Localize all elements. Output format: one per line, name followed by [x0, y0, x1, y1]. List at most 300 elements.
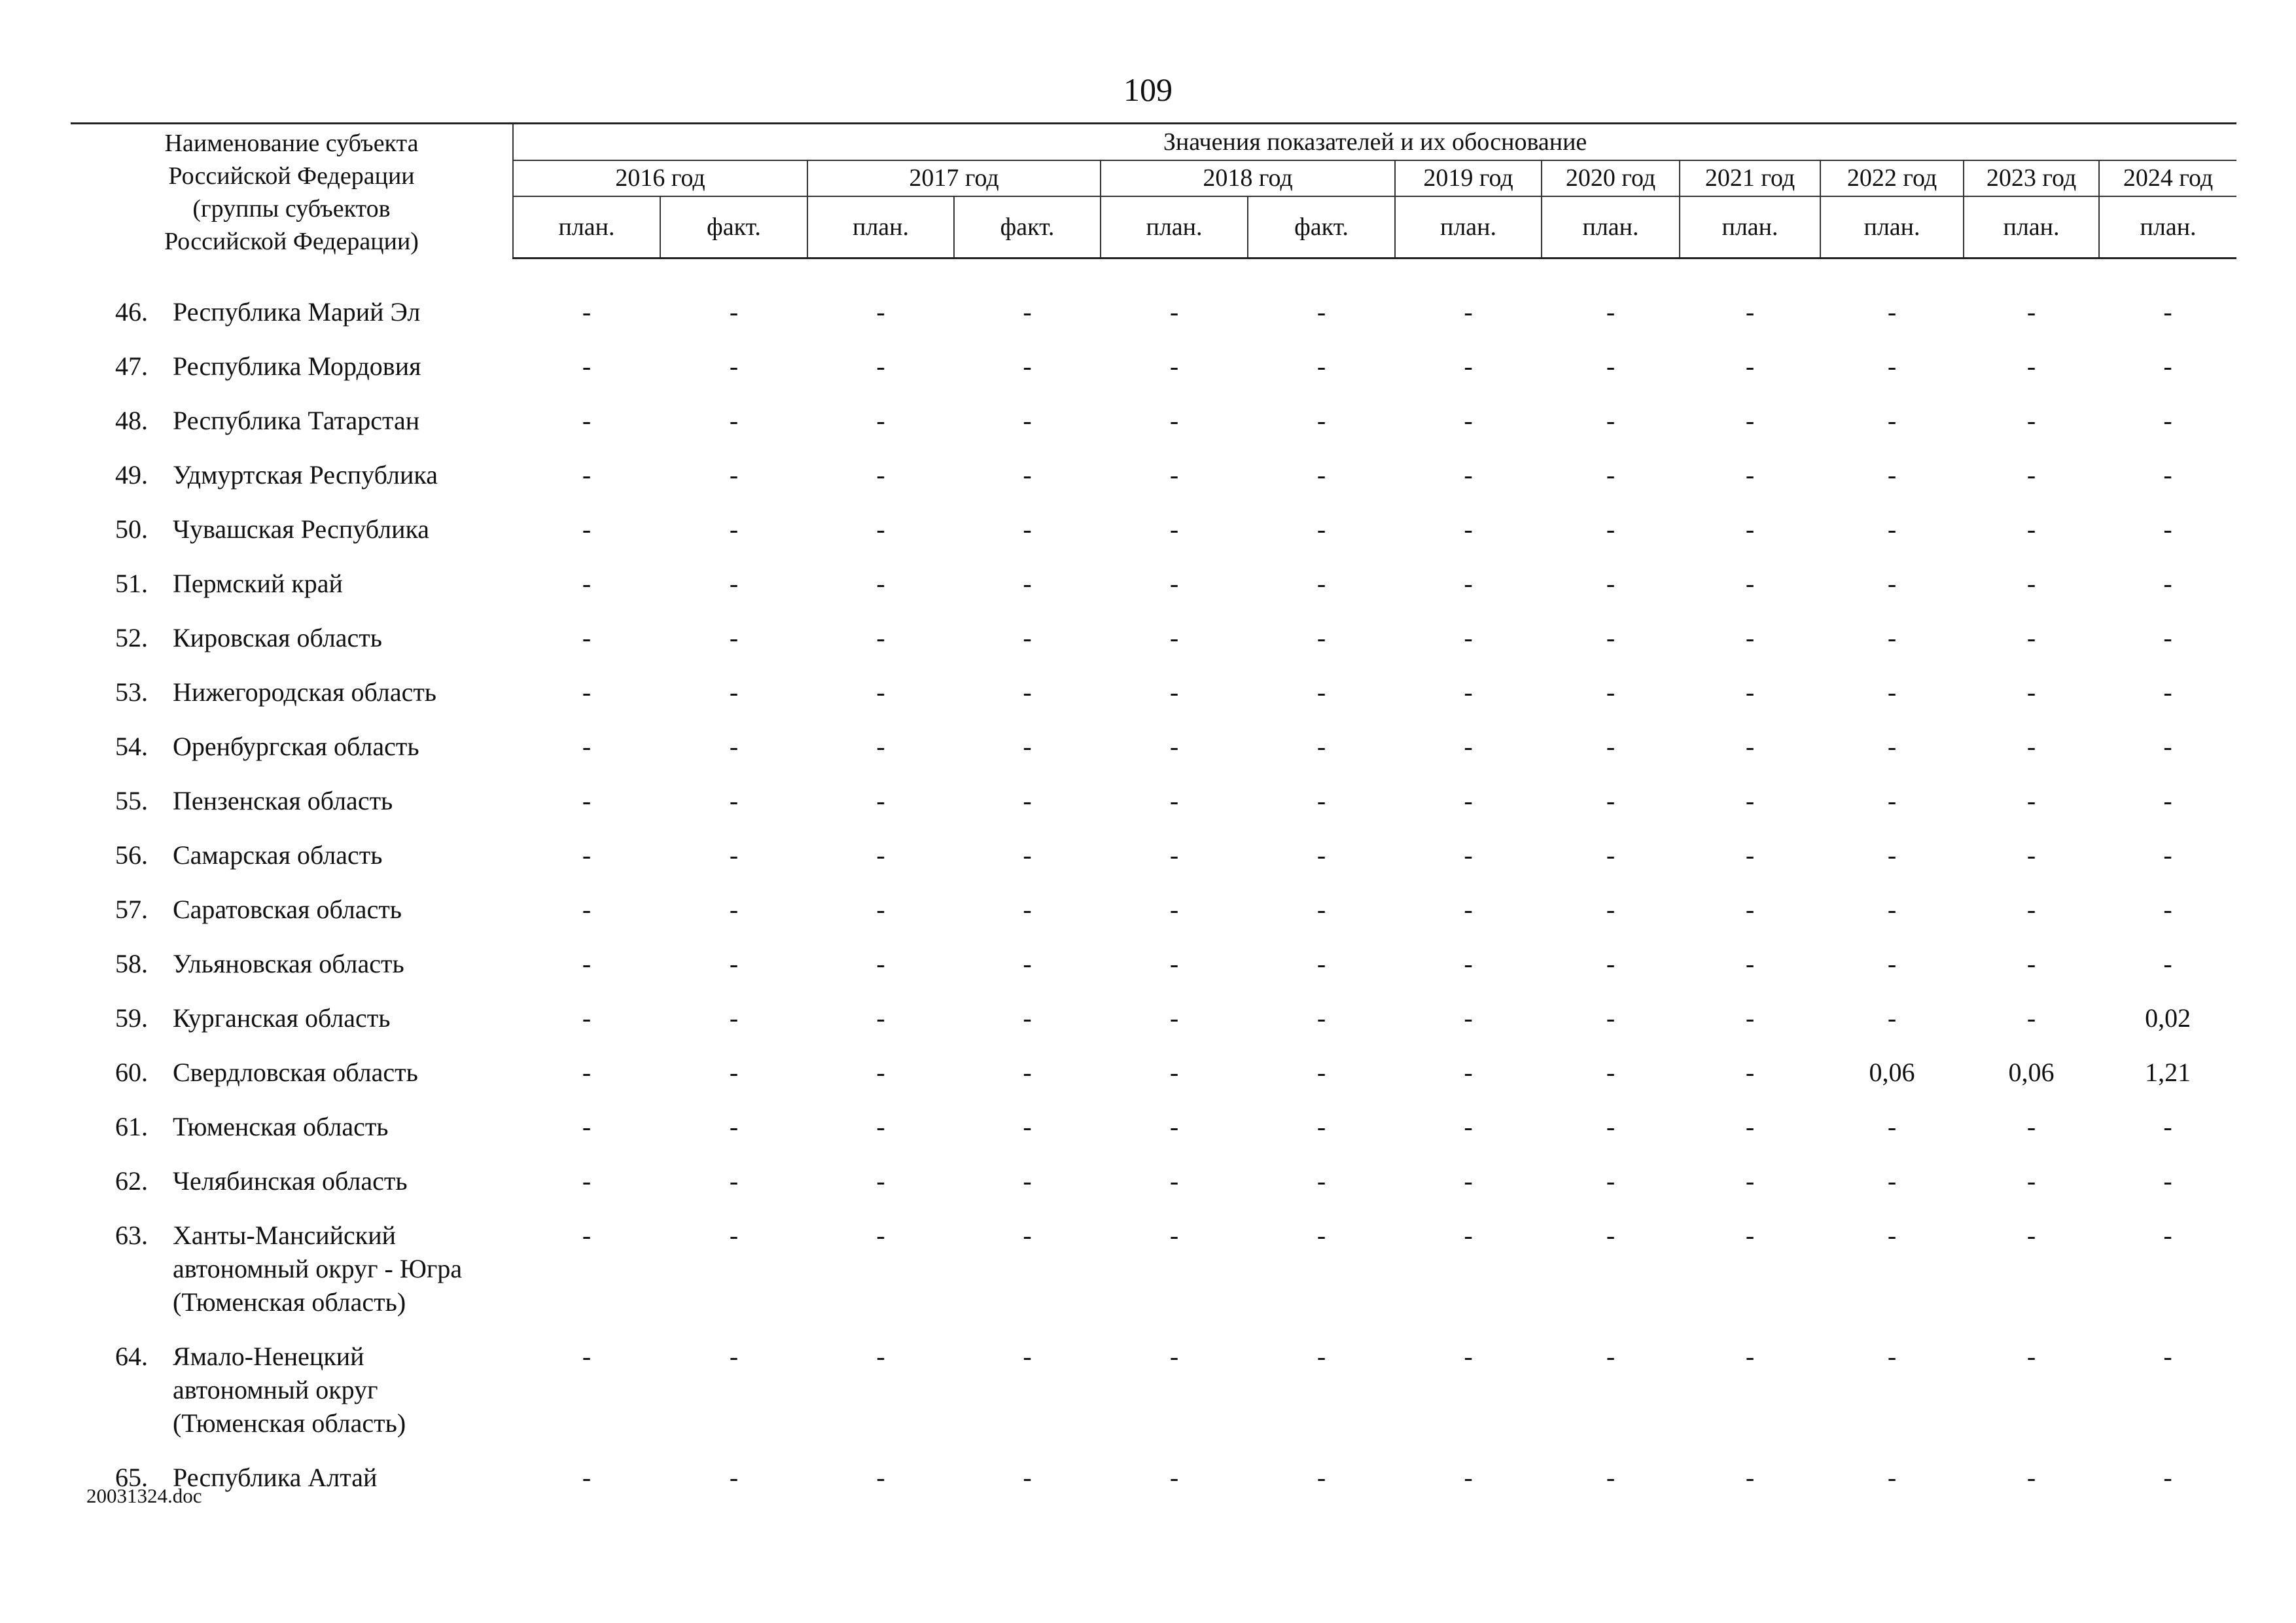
row-number: 56. [115, 840, 148, 870]
row-number: 47. [115, 351, 148, 381]
year-header: 2021 год [1680, 160, 1820, 196]
region-name: Пензенская область [173, 785, 393, 815]
plan-subheader: план. [2099, 196, 2236, 258]
value-cell: - [1745, 894, 1755, 924]
value-cell: - [1887, 894, 1897, 924]
value-cell: - [1887, 1462, 1897, 1492]
value-cell: - [1464, 948, 1473, 978]
value-cell: - [582, 296, 592, 327]
value-cell: - [2163, 677, 2172, 707]
value-cell: - [1316, 351, 1326, 381]
value-cell: - [582, 622, 592, 652]
year-header: 2023 год [1964, 160, 2099, 196]
table-row [71, 1326, 2236, 1447]
value-cell: - [1023, 351, 1032, 381]
row-number: 62. [115, 1166, 148, 1196]
value-cell: - [1169, 948, 1179, 978]
value-cell: - [729, 677, 739, 707]
value-cell: - [1464, 1003, 1473, 1033]
value-cell: - [1316, 1003, 1326, 1033]
value-cell: - [876, 351, 885, 381]
value-cell: - [582, 1341, 592, 1371]
value-cell: - [1169, 351, 1179, 381]
value-cell: - [1606, 514, 1616, 544]
value-cell: - [876, 1003, 885, 1033]
value-cell: - [1464, 1057, 1473, 1087]
value-cell: - [1023, 296, 1032, 327]
value-cell: 0,02 [2145, 1003, 2191, 1033]
row-number: 57. [115, 894, 148, 924]
value-cell: - [876, 785, 885, 815]
value-cell: - [1887, 948, 1897, 978]
value-cell: - [2026, 568, 2036, 598]
region-name: Ямало-Ненецкий автономный округ (Тюменская область) [173, 1341, 406, 1438]
value-cell: 0,06 [1869, 1057, 1915, 1087]
year-header: 2017 год [807, 160, 1101, 196]
value-cell: - [582, 894, 592, 924]
table-row [71, 1447, 2236, 1501]
value-cell: - [1169, 296, 1179, 327]
value-cell: - [1169, 1220, 1179, 1250]
row-number: 65. [115, 1462, 148, 1492]
value-cell: - [582, 1220, 592, 1250]
plan-subheader: план. [1964, 196, 2099, 258]
value-cell: - [1464, 405, 1473, 435]
table-row [71, 390, 2236, 444]
region-name: Пермский край [173, 568, 343, 598]
table-row [71, 770, 2236, 825]
row-number: 54. [115, 731, 148, 761]
value-cell: - [876, 1341, 885, 1371]
value-cell: - [2026, 840, 2036, 870]
value-cell: 1,21 [2145, 1057, 2191, 1087]
value-cell: - [729, 731, 739, 761]
value-cell: - [2163, 459, 2172, 490]
value-cell: - [1745, 677, 1755, 707]
table-row [71, 1205, 2236, 1326]
value-cell: - [1464, 1111, 1473, 1141]
region-name: Нижегородская область [173, 677, 437, 707]
value-cell: - [1606, 1057, 1616, 1087]
table-row [71, 444, 2236, 499]
plan-subheader: план. [1395, 196, 1542, 258]
value-cell: - [2163, 1341, 2172, 1371]
table-row [71, 1096, 2236, 1150]
value-cell: - [1464, 894, 1473, 924]
value-cell: - [876, 296, 885, 327]
value-cell: - [1606, 459, 1616, 490]
value-cell: - [729, 894, 739, 924]
table-row [71, 662, 2236, 716]
value-cell: - [2026, 1462, 2036, 1492]
value-cell: - [876, 1220, 885, 1250]
value-cell: - [1887, 1341, 1897, 1371]
value-cell: - [1887, 1003, 1897, 1033]
value-cell: - [1464, 1166, 1473, 1196]
value-cell: - [1023, 731, 1032, 761]
value-cell: - [1606, 1111, 1616, 1141]
value-cell: - [1316, 1462, 1326, 1492]
value-cell: - [1169, 894, 1179, 924]
year-header: 2019 год [1395, 160, 1542, 196]
table-row [71, 988, 2236, 1042]
table-row [71, 553, 2236, 607]
value-cell: - [1887, 785, 1897, 815]
region-name: Челябинская область [173, 1166, 408, 1196]
table-row [71, 1150, 2236, 1205]
value-cell: - [2163, 514, 2172, 544]
plan-subheader: план. [1820, 196, 1964, 258]
fact-subheader: факт. [660, 196, 807, 258]
value-cell: - [1169, 622, 1179, 652]
value-cell: - [1464, 840, 1473, 870]
fact-subheader: факт. [954, 196, 1101, 258]
value-cell: - [1464, 514, 1473, 544]
value-cell: - [1745, 459, 1755, 490]
value-cell: - [2026, 405, 2036, 435]
value-cell: - [1464, 622, 1473, 652]
row-number: 53. [115, 677, 148, 707]
value-cell: - [1023, 405, 1032, 435]
value-cell: - [582, 1111, 592, 1141]
value-cell: - [1169, 731, 1179, 761]
values-header: Значения показателей и их обоснование [513, 124, 2236, 160]
value-cell: - [729, 785, 739, 815]
value-cell: - [2026, 1003, 2036, 1033]
value-cell: - [582, 1003, 592, 1033]
value-cell: - [729, 296, 739, 327]
value-cell: - [876, 677, 885, 707]
value-cell: - [1887, 514, 1897, 544]
value-cell: - [1169, 1341, 1179, 1371]
value-cell: - [2163, 894, 2172, 924]
value-cell: - [582, 731, 592, 761]
table-body [71, 258, 2236, 1501]
region-name: Тюменская область [173, 1111, 389, 1141]
value-cell: - [1023, 1220, 1032, 1250]
value-cell: - [1023, 1111, 1032, 1141]
table-row [71, 607, 2236, 662]
value-cell: - [876, 840, 885, 870]
value-cell: - [2163, 1220, 2172, 1250]
value-cell: - [2163, 351, 2172, 381]
table-row [71, 716, 2236, 770]
value-cell: - [1316, 1057, 1326, 1087]
value-cell: - [729, 351, 739, 381]
value-cell: - [582, 514, 592, 544]
region-name: Республика Татарстан [173, 405, 420, 435]
value-cell: - [1606, 351, 1616, 381]
row-number: 51. [115, 568, 148, 598]
value-cell: - [876, 568, 885, 598]
value-cell: - [1169, 1166, 1179, 1196]
row-number: 60. [115, 1057, 148, 1087]
indicator-table [71, 122, 2236, 1501]
value-cell: - [876, 405, 885, 435]
year-header: 2018 год [1101, 160, 1395, 196]
value-cell: - [1023, 1003, 1032, 1033]
value-cell: - [1316, 894, 1326, 924]
value-cell: - [1169, 405, 1179, 435]
year-header: 2016 год [513, 160, 807, 196]
value-cell: - [1464, 731, 1473, 761]
value-cell: - [1606, 677, 1616, 707]
value-cell: - [2026, 948, 2036, 978]
value-cell: - [1606, 296, 1616, 327]
value-cell: - [2163, 1111, 2172, 1141]
value-cell: - [876, 459, 885, 490]
row-number: 58. [115, 948, 148, 978]
value-cell: - [1606, 405, 1616, 435]
value-cell: - [1745, 948, 1755, 978]
value-cell: - [1745, 1166, 1755, 1196]
value-cell: - [1606, 1003, 1616, 1033]
value-cell: - [1606, 568, 1616, 598]
value-cell: - [729, 1341, 739, 1371]
value-cell: - [2026, 1111, 2036, 1141]
value-cell: - [1745, 622, 1755, 652]
value-cell: - [1887, 405, 1897, 435]
value-cell: - [1745, 1462, 1755, 1492]
row-number: 48. [115, 405, 148, 435]
value-cell: - [1464, 1341, 1473, 1371]
value-cell: - [1745, 1220, 1755, 1250]
value-cell: - [1464, 677, 1473, 707]
value-cell: - [1316, 1341, 1326, 1371]
row-number: 49. [115, 459, 148, 490]
value-cell: - [1023, 1341, 1032, 1371]
value-cell: - [1887, 568, 1897, 598]
value-cell: - [1745, 296, 1755, 327]
value-cell: - [876, 1057, 885, 1087]
value-cell: - [2026, 514, 2036, 544]
value-cell: - [1316, 1111, 1326, 1141]
value-cell: - [729, 459, 739, 490]
value-cell: - [1887, 1220, 1897, 1250]
value-cell: - [2163, 785, 2172, 815]
value-cell: - [1464, 351, 1473, 381]
value-cell: - [1606, 840, 1616, 870]
value-cell: - [582, 405, 592, 435]
value-cell: - [1606, 1166, 1616, 1196]
value-cell: - [1887, 1111, 1897, 1141]
value-cell: - [729, 1111, 739, 1141]
region-name: Чувашская Республика [173, 514, 430, 544]
value-cell: - [1887, 296, 1897, 327]
value-cell: - [2026, 459, 2036, 490]
value-cell: - [2026, 731, 2036, 761]
value-cell: - [876, 894, 885, 924]
table-row [71, 879, 2236, 933]
value-cell: - [876, 1166, 885, 1196]
value-cell: - [1745, 514, 1755, 544]
value-cell: - [1745, 731, 1755, 761]
row-number: 63. [115, 1220, 148, 1250]
value-cell: - [2026, 1220, 2036, 1250]
value-cell: - [2163, 568, 2172, 598]
value-cell: - [1169, 568, 1179, 598]
value-cell: - [1464, 459, 1473, 490]
value-cell: - [1606, 948, 1616, 978]
value-cell: - [1316, 459, 1326, 490]
value-cell: - [1023, 677, 1032, 707]
year-header: 2022 год [1820, 160, 1964, 196]
value-cell: - [876, 1462, 885, 1492]
value-cell: - [876, 622, 885, 652]
value-cell: - [1745, 1341, 1755, 1371]
value-cell: - [582, 1166, 592, 1196]
value-cell: - [1887, 677, 1897, 707]
row-number: 64. [115, 1341, 148, 1371]
region-name: Самарская область [173, 840, 383, 870]
value-cell: - [1169, 1057, 1179, 1087]
table-row [71, 1042, 2236, 1096]
value-cell: - [1887, 840, 1897, 870]
value-cell: - [876, 731, 885, 761]
value-cell: - [2026, 894, 2036, 924]
value-cell: - [876, 1111, 885, 1141]
year-header: 2024 год [2099, 160, 2236, 196]
value-cell: - [582, 785, 592, 815]
value-cell: 0,06 [2008, 1057, 2055, 1087]
region-name: Ханты-Мансийский автономный округ - Югра (Тюменская область) [173, 1220, 463, 1317]
value-cell: - [1316, 677, 1326, 707]
value-cell: - [2026, 785, 2036, 815]
row-number: 50. [115, 514, 148, 544]
value-cell: - [1745, 405, 1755, 435]
value-cell: - [2026, 1341, 2036, 1371]
value-cell: - [1316, 405, 1326, 435]
value-cell: - [1464, 1220, 1473, 1250]
plan-subheader: план. [807, 196, 954, 258]
value-cell: - [1887, 1166, 1897, 1196]
region-name: Ульяновская область [173, 948, 404, 978]
value-cell: - [1745, 840, 1755, 870]
value-cell: - [1745, 1003, 1755, 1033]
plan-subheader: план. [513, 196, 660, 258]
value-cell: - [582, 459, 592, 490]
plan-subheader: план. [1680, 196, 1820, 258]
value-cell: - [1887, 459, 1897, 490]
value-cell: - [1023, 1057, 1032, 1087]
value-cell: - [729, 622, 739, 652]
value-cell: - [1745, 1111, 1755, 1141]
value-cell: - [876, 514, 885, 544]
value-cell: - [1745, 785, 1755, 815]
region-name: Оренбургская область [173, 731, 419, 761]
document-filename: 20031324.doc [86, 1484, 202, 1507]
value-cell: - [1606, 1462, 1616, 1492]
value-cell: - [1169, 677, 1179, 707]
value-cell: - [2163, 948, 2172, 978]
plan-subheader: план. [1101, 196, 1248, 258]
region-name: Республика Мордовия [173, 351, 421, 381]
value-cell: - [1023, 840, 1032, 870]
value-cell: - [1023, 459, 1032, 490]
value-cell: - [729, 1166, 739, 1196]
value-cell: - [1169, 459, 1179, 490]
value-cell: - [729, 840, 739, 870]
value-cell: - [1606, 731, 1616, 761]
value-cell: - [1169, 785, 1179, 815]
value-cell: - [1745, 568, 1755, 598]
region-header-text: Наименование субъекта Российской Федерации (группы субъектов Российской Федерации) [164, 130, 419, 255]
value-cell: - [729, 1003, 739, 1033]
table-row [71, 281, 2236, 336]
value-cell: - [582, 351, 592, 381]
value-cell: - [1745, 351, 1755, 381]
value-cell: - [1169, 514, 1179, 544]
value-cell: - [1023, 622, 1032, 652]
value-cell: - [1023, 948, 1032, 978]
value-cell: - [1169, 1462, 1179, 1492]
value-cell: - [729, 948, 739, 978]
value-cell: - [1464, 785, 1473, 815]
region-name: Кировская область [173, 622, 383, 652]
value-cell: - [2163, 622, 2172, 652]
value-cell: - [582, 1462, 592, 1492]
value-cell: - [582, 840, 592, 870]
value-cell: - [2026, 351, 2036, 381]
value-cell: - [1606, 1220, 1616, 1250]
value-cell: - [2163, 296, 2172, 327]
value-cell: - [582, 948, 592, 978]
value-cell: - [1887, 622, 1897, 652]
value-cell: - [1316, 622, 1326, 652]
value-cell: - [1464, 296, 1473, 327]
value-cell: - [1169, 840, 1179, 870]
fact-subheader: факт. [1248, 196, 1395, 258]
row-number: 59. [115, 1003, 148, 1033]
table-row [71, 933, 2236, 988]
value-cell: - [1023, 568, 1032, 598]
value-cell: - [2026, 296, 2036, 327]
value-cell: - [582, 1057, 592, 1087]
value-cell: - [1316, 1166, 1326, 1196]
value-cell: - [2163, 405, 2172, 435]
value-cell: - [2163, 1166, 2172, 1196]
value-cell: - [729, 568, 739, 598]
region-name: Удмуртская Республика [173, 459, 438, 490]
value-cell: - [1464, 1462, 1473, 1492]
value-cell: - [1316, 296, 1326, 327]
value-cell: - [1316, 785, 1326, 815]
value-cell: - [876, 948, 885, 978]
region-name: Республика Марий Эл [173, 296, 421, 327]
value-cell: - [729, 1220, 739, 1250]
value-cell: - [1316, 1220, 1326, 1250]
region-name: Саратовская область [173, 894, 402, 924]
value-cell: - [729, 1462, 739, 1492]
value-cell: - [1316, 948, 1326, 978]
year-header: 2020 год [1542, 160, 1680, 196]
value-cell: - [729, 514, 739, 544]
value-cell: - [2026, 622, 2036, 652]
region-name: Республика Алтай [173, 1462, 378, 1492]
value-cell: - [729, 1057, 739, 1087]
value-cell: - [1606, 622, 1616, 652]
value-cell: - [582, 568, 592, 598]
value-cell: - [1887, 731, 1897, 761]
value-cell: - [1023, 894, 1032, 924]
value-cell: - [2026, 1166, 2036, 1196]
value-cell: - [2163, 731, 2172, 761]
value-cell: - [1169, 1111, 1179, 1141]
value-cell: - [1023, 1166, 1032, 1196]
value-cell: - [1023, 1462, 1032, 1492]
value-cell: - [1464, 568, 1473, 598]
value-cell: - [2163, 840, 2172, 870]
